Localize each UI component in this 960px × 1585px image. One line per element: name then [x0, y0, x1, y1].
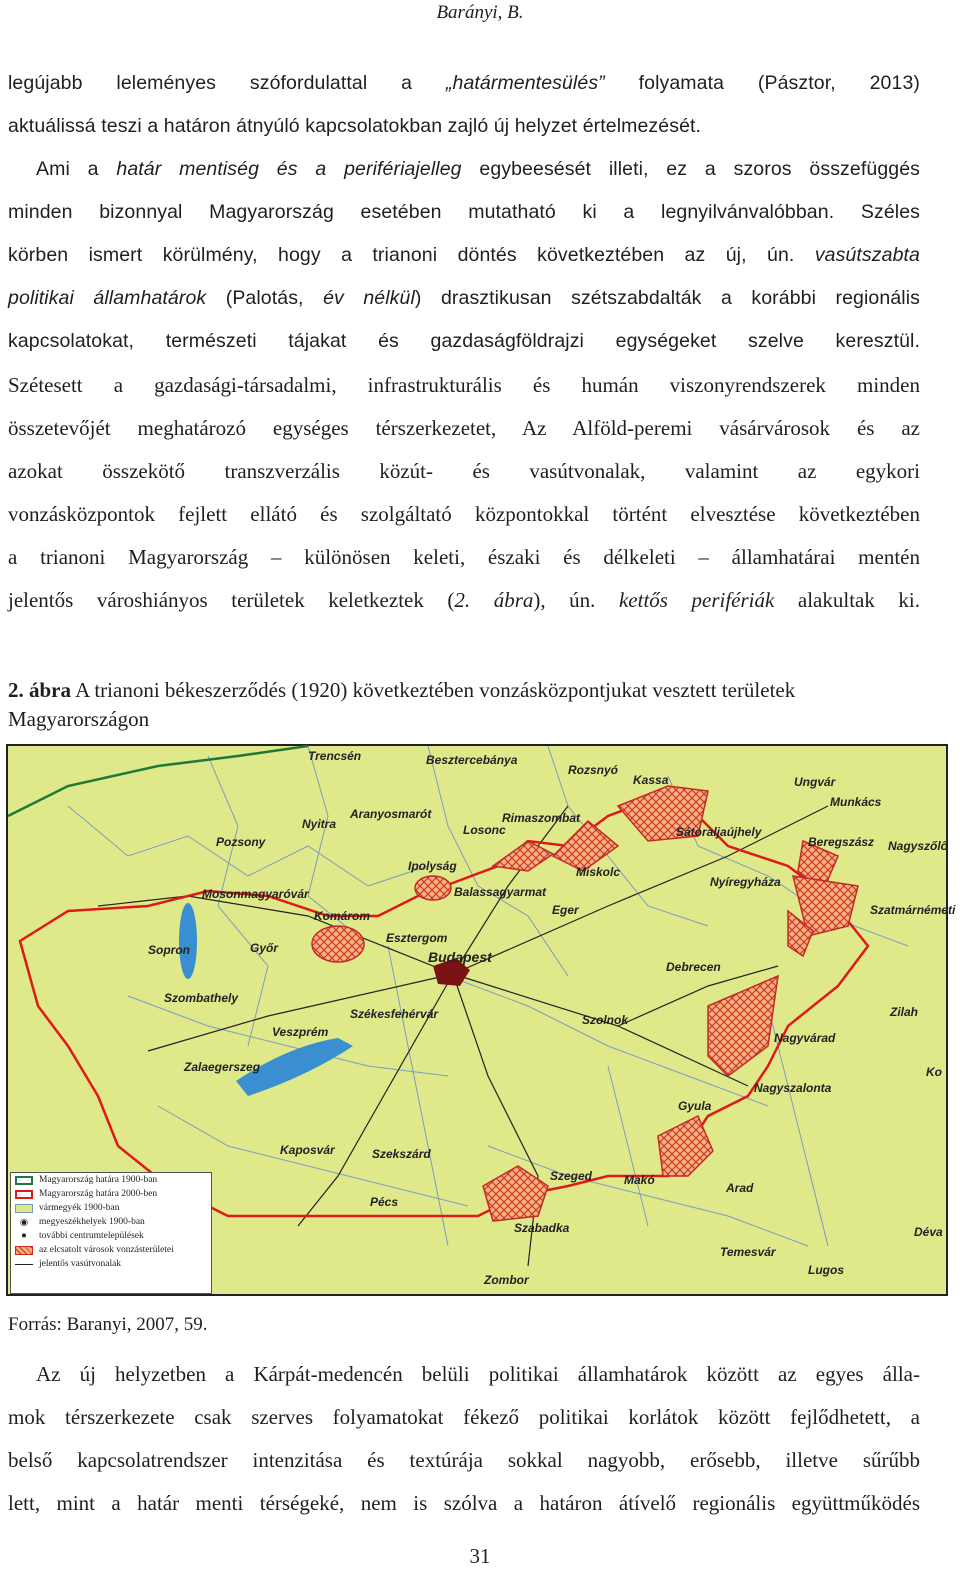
legend-swatch: ◉ [19, 1217, 29, 1228]
legend-swatch [15, 1204, 33, 1213]
city-label: Ko [926, 1065, 942, 1079]
city-label: Pécs [370, 1195, 399, 1209]
city-label: Pozsony [216, 835, 266, 849]
legend-swatch [15, 1176, 33, 1185]
city-label: Székesfehérvár [350, 1007, 439, 1021]
city-label: Sopron [148, 943, 190, 957]
city-label: Nagyszőlő [888, 839, 949, 853]
para2-line4: politikai államhatárok (Palotás, év nélkül) drasztikusan szétszabdalták a korábbi regionális [8, 287, 920, 309]
city-label: Nyíregyháza [710, 875, 781, 889]
legend-label: Magyarország határa 1900-ban [39, 1175, 158, 1185]
para3-line3: belső kapcsolatrendszer intenzitása és textúrája sokkal nagyobb, erősebb, illetve sűrűbb [8, 1448, 920, 1472]
figure-caption [8, 676, 920, 734]
map-figure [6, 744, 956, 1296]
city-label: Ungvár [794, 775, 836, 789]
legend-swatch: ● [21, 1231, 27, 1241]
legend-label: az elcsatolt városok vonzásterületei [39, 1245, 174, 1255]
city-label: Rimaszombat [502, 811, 581, 825]
page-number: 31 [469, 1544, 491, 1568]
city-label: Szatmárnémeti [870, 903, 956, 917]
legend-item [11, 1215, 211, 1229]
city-label-capital: Budapest [428, 949, 492, 965]
para3-line4: lett, mint a határ menti térségeké, nem is szólva a határon átívelő regionális együttműködés [8, 1491, 920, 1515]
para2-line2: minden bizonnyal Magyarország esetében mutatható ki a legnyilvánvalóbban. Széles [8, 201, 920, 223]
legend-item [11, 1173, 211, 1187]
legend-item [11, 1257, 211, 1271]
city-label: Szeged [550, 1169, 593, 1183]
legend-label: további centrumtelepülések [39, 1231, 144, 1241]
city-label: Nagyszalonta [754, 1081, 832, 1095]
para2-line5: kapcsolatokat, természeti tájakat és gazdaságföldrajzi egységeket szelve keresztül. [8, 330, 920, 352]
city-label: Zilah [890, 1005, 919, 1019]
lake-ferto [179, 903, 197, 979]
city-label: Győr [250, 941, 279, 955]
para2-line10: a trianoni Magyarország – különösen keleti, északi és délkeleti – államhatárai mentén [8, 545, 920, 569]
para3-line2: mok térszerkezete csak szerves folyamatokat fékező politikai korlátok között fejlődhetett, a [8, 1405, 920, 1429]
city-label: Zombor [484, 1273, 529, 1287]
city-label: Miskolc [576, 865, 621, 879]
legend-label: vármegyék 1900-ban [39, 1203, 120, 1213]
legend-item [11, 1229, 211, 1243]
para2-line6: Szétesett a gazdasági-társadalmi, infrastrukturális és humán viszonyrendszerek minden [8, 373, 920, 397]
city-label: Temesvár [720, 1245, 776, 1259]
figure-caption-text: A trianoni békeszerződés (1920) következtében vonzásközpontjukat vesztett területek Magyarországon [8, 678, 796, 731]
city-label: Szabadka [514, 1221, 570, 1235]
city-label: Ipolyság [408, 859, 457, 873]
city-label: Gyula [678, 1099, 712, 1113]
city-label: Munkács [830, 795, 882, 809]
legend-item [11, 1243, 211, 1257]
city-label: Beregszász [808, 835, 875, 849]
city-label: Lugos [808, 1263, 844, 1277]
legend-label: megyeszékhelyek 1900-ban [39, 1217, 145, 1227]
para2-line7: összetevőjét meghatározó egységes térszerkezetet, Az Alföld-peremi vásárvárosok és az [8, 416, 920, 440]
city-label: Komárom [314, 909, 371, 923]
para2-line8: azokat összekötő transzverzális közút- és vasútvonalak, valamint az egykori [8, 459, 920, 483]
legend-swatch [15, 1264, 33, 1265]
city-label: Rozsnyó [568, 763, 619, 777]
city-label: Mosonmagyaróvár [202, 887, 309, 901]
city-label: Eger [552, 903, 579, 917]
city-label: Sátoraljaújhely [676, 825, 762, 839]
para2-line1: Ami a határ mentiség és a perifériajelleg egybeesését illeti, ez a szoros összefüggés [36, 158, 920, 180]
legend-label: jelentős vasútvonalak [39, 1259, 122, 1269]
para3-line1: Az új helyzetben a Kárpát-medencén belüli politikai államhatárok között az egyes álla- [36, 1362, 920, 1386]
city-label: Losonc [463, 823, 506, 837]
legend-swatch [15, 1246, 33, 1255]
figure-number: 2. ábra [8, 678, 71, 702]
city-label: Aranyosmarót [350, 807, 432, 821]
city-label: Besztercebánya [426, 753, 518, 767]
city-label: Kaposvár [280, 1143, 335, 1157]
city-label: Balassagyarmat [454, 885, 547, 899]
para2-line9: vonzásközpontok fejlett ellátó és szolgáltató központokkal történt elvesztése következtében [8, 502, 920, 526]
city-label: Szekszárd [372, 1147, 431, 1161]
city-label: Nyitra [302, 817, 337, 831]
legend-item [11, 1187, 211, 1201]
legend-swatch [15, 1190, 33, 1199]
legend-label: Magyarország határa 2000-ben [39, 1189, 158, 1199]
legend-item [11, 1201, 211, 1215]
city-label: Trencsén [308, 749, 362, 763]
city-label: Szombathely [164, 991, 239, 1005]
running-header: Barányi, B. [436, 2, 524, 23]
para2-line11: jelentős városhiányos területek keletkeztek (2. ábra), ún. kettős perifériák alakultak ki. [8, 588, 920, 612]
city-label: Esztergom [386, 931, 448, 945]
city-label: Kassa [633, 773, 669, 787]
city-label: Déva [914, 1225, 943, 1239]
para1-line2: aktuálissá teszi a határon átnyúló kapcsolatokban zajló új helyzet értelmezését. [8, 115, 702, 137]
para2-line3: körben ismert körülmény, hogy a trianoni döntés következtében az új, ún. vasútszabta [8, 244, 920, 266]
city-label: Debrecen [666, 960, 721, 974]
city-label: Veszprém [272, 1025, 329, 1039]
city-label: Makó [624, 1173, 655, 1187]
city-label: Szolnok [582, 1013, 629, 1027]
city-label: Arad [726, 1181, 754, 1195]
figure-source: Forrás: Baranyi, 2007, 59. [8, 1314, 208, 1335]
para1-line1: legújabb leleményes szófordulattal a „határmentesülés” folyamata (Pásztor, 2013) [8, 72, 920, 94]
city-label: Nagyvárad [774, 1031, 836, 1045]
city-label: Zalaegerszeg [184, 1060, 261, 1074]
map-legend [10, 1172, 212, 1294]
